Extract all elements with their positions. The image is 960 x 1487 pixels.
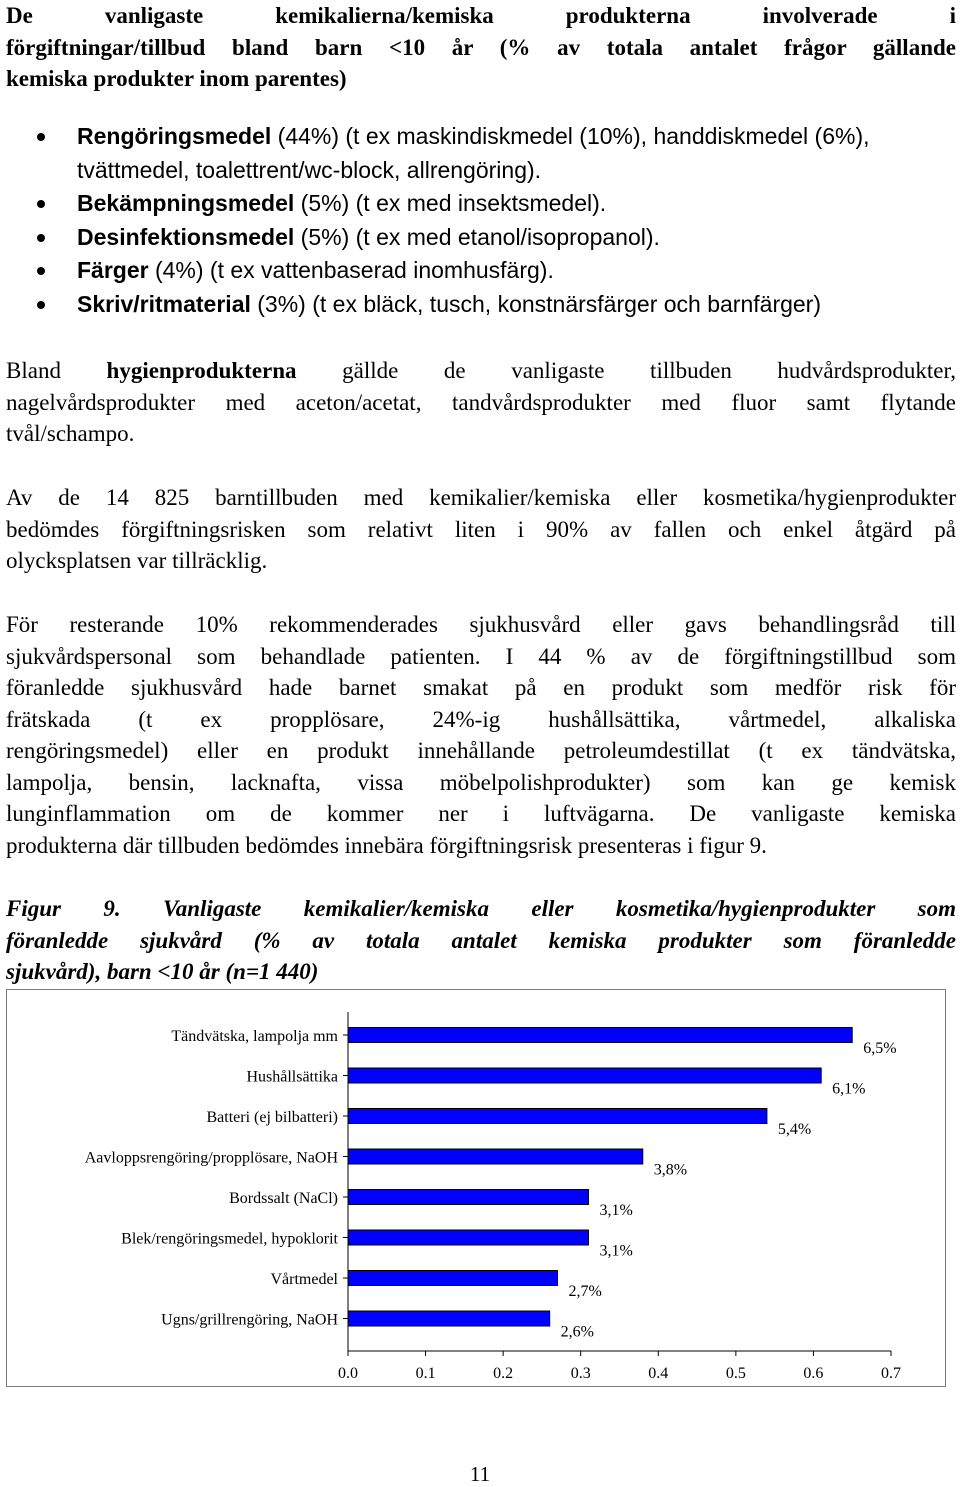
data-label: 5,4% [777,1121,812,1138]
paragraph-hygiene: Bland hygienprodukterna gällde de vanligaste tillbuden hudvårdsprodukter, nagelvårdsprodukter med aceton/acetat, tandvårdsprodukter med fluor samt flytande tvål/schampo. [6,358,956,446]
bar [348,1028,852,1043]
bar-chart [7,990,945,1386]
bar [348,1109,767,1124]
list-item: Bekämpningsmedel (5%) (t ex med insektsmedel). [0,187,960,221]
page-number: 11 [469,1462,491,1486]
chart-frame [6,989,946,1387]
x-tick-label: 0.7 [881,1365,901,1382]
list-item: Rengöringsmedel (44%) (t ex maskindiskmedel (10%), handdiskmedel (6%), tvättmedel, toalettrent/wc-block, allrengöring). [0,120,960,187]
bullet-icon [37,301,45,309]
category-label: Blek/rengöringsmedel, hypoklorit [121,1230,338,1248]
figure-caption: Figur 9. Vanligaste kemikalier/kemiska eller kosmetika/hygienprodukter som föranledde sjukvård (% av totala antalet kemiska produkter som föranledde sjukvård), barn <10 år (n=1 440) [6,896,956,984]
bar [348,1068,821,1083]
category-label: Vårtmedel [270,1271,338,1288]
bullet-icon [37,133,45,141]
category-label: Bordssalt (NaCl) [229,1190,338,1207]
bar [348,1271,557,1286]
list-item: Färger (4%) (t ex vattenbaserad inomhusfärg). [0,254,960,288]
category-label: Tändvätska, lampolja mm [171,1028,338,1045]
category-label: Hushållsättika [246,1068,338,1086]
data-label: 6,5% [863,1040,897,1057]
bar [348,1149,643,1164]
x-tick-label: 0.3 [570,1365,591,1382]
x-tick-label: 0.2 [493,1365,514,1382]
paragraph-risk: Av de 14 825 barntillbuden med kemikalier/kemiska eller kosmetika/hygienprodukter bedömdes förgiftningsrisken som relativt liten i 90% av fallen och enkel åtgärd på olycksplatsen var tillräcklig. [6,485,956,573]
data-label: 2,6% [560,1323,595,1341]
bullet-icon [37,267,45,275]
bullet-icon [37,234,45,242]
bullet-icon [37,200,45,208]
x-tick-label: 0.6 [803,1365,824,1382]
data-label: 2,7% [568,1283,602,1300]
paragraph-hospital: För resterande 10% rekommenderades sjukhusvård eller gavs behandlingsråd till sjukvårdspersonal som behandlade patienten. I 44 % av de förgiftningstillbud som föranledde sjukhusvård hade barnet smakat på en produkt som medför risk för frätskada (t ex propplösare, 24%-ig hushållsättika, vårtmedel, alkaliska rengöringsmedel) eller en produkt innehållande petroleumdestillat (t ex tändvätska, lampolja, bensin, lacknafta, vissa möbelpolishprodukter) som kan ge kemisk lunginflammation om de kommer ner i luftvägarna. De vanligaste kemiska produkterna där tillbuden bedömdes innebära förgiftningsrisk presenteras i figur 9. [6,612,956,858]
heading-line: De vanligaste kemikalierna/kemiska produkterna involverade i [6,3,956,28]
bar [348,1190,588,1205]
category-label: Aavloppsrengöring/propplösare, NaOH [84,1149,338,1167]
x-tick-label: 0.4 [648,1365,669,1382]
list-item: Skriv/ritmaterial (3%) (t ex bläck, tusch, konstnärsfärger och barnfärger) [0,288,960,322]
bullet-list [0,120,960,321]
category-label: Ugns/grillrengöring, NaOH [161,1311,338,1329]
data-label: 6,1% [832,1080,866,1098]
heading-line: kemiska produkter inom parentes) [6,66,347,91]
list-item: Desinfektionsmedel (5%) (t ex med etanol/isopropanol). [0,221,960,255]
data-label: 3,8% [653,1161,688,1179]
category-label: Batteri (ej bilbatteri) [206,1109,338,1126]
x-tick-label: 0.5 [725,1365,746,1382]
data-label: 3,1% [599,1202,633,1219]
x-tick-label: 0.1 [415,1365,436,1382]
x-tick-label: 0.0 [338,1365,358,1382]
heading-line: förgiftningar/tillbud bland barn <10 år (% av totala antalet frågor gällande [6,34,956,60]
bar [348,1311,550,1326]
heading [6,0,956,95]
bar [348,1230,588,1245]
data-label: 3,1% [599,1242,633,1260]
